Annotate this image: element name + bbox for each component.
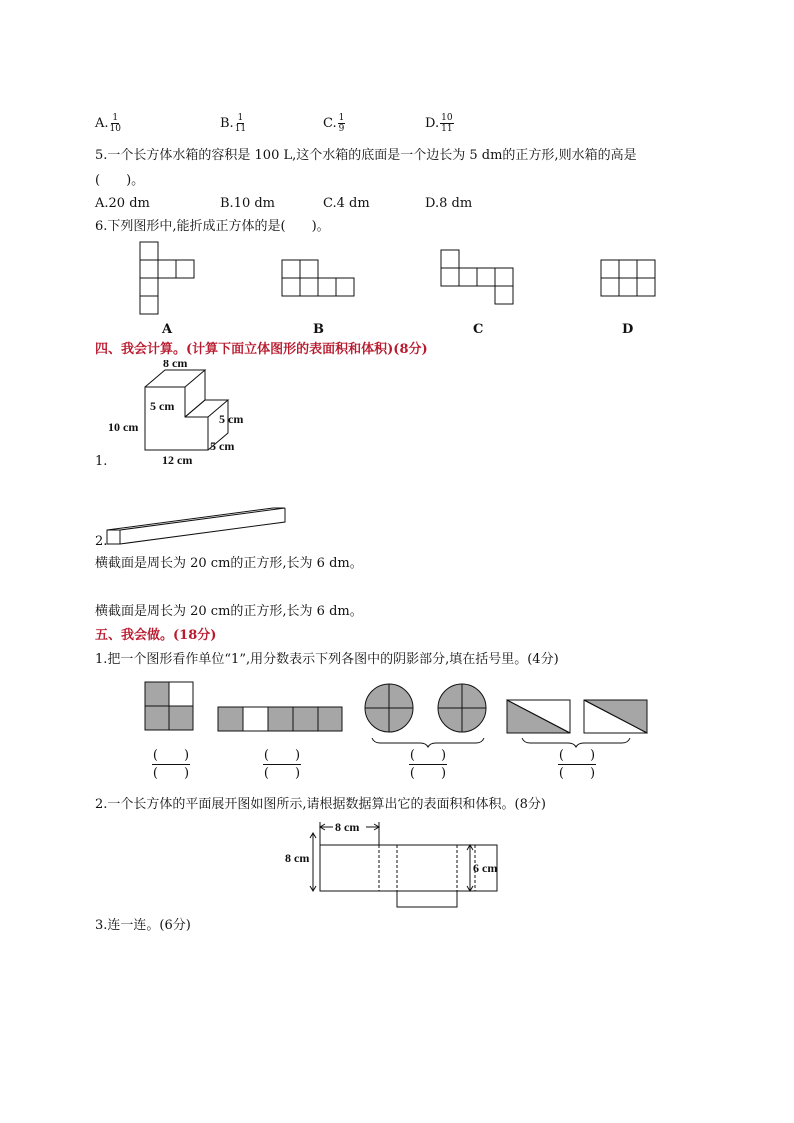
brace-circles (372, 738, 484, 747)
item-2-description-repeat: 横截面是周长为 20 cm的正方形,长为 6 dm。 (95, 604, 363, 619)
dim-depth: 5 cm (210, 439, 235, 453)
answer-fraction-4[interactable]: ( ) ( ) (558, 748, 596, 781)
cube-net-b (282, 260, 354, 296)
answer-fraction-1[interactable]: ( ) ( ) (152, 748, 190, 781)
s5-q3-text: 3.连一连。(6分) (95, 918, 191, 933)
dim-front-step: 5 cm (150, 399, 175, 413)
q4-option-a: A. $\frac{1}{10}$ (95, 113, 121, 134)
fraction-shapes-figure (0, 678, 794, 748)
shape-rectangles (507, 700, 647, 733)
net-dim-right: 6 cm (473, 861, 498, 875)
item-2-description: 横截面是周长为 20 cm的正方形,长为 6 dm。 (95, 556, 363, 571)
q4-option-b: B. $\frac{1}{11}$ (220, 113, 247, 134)
q5-option-c: C.4 dm (323, 196, 370, 211)
item-2-number: 2. (95, 534, 108, 549)
dim-top: 8 cm (163, 360, 188, 370)
brace-rectangles (522, 738, 630, 747)
shape-strip (218, 707, 342, 731)
cube-nets-figure (0, 238, 794, 320)
q5-option-a: A.20 dm (95, 196, 150, 211)
shape-square (145, 682, 193, 730)
section-4-heading: 四、我会计算。(计算下面立体图形的表面积和体积)(8分) (95, 342, 428, 357)
dim-step-height: 5 cm (219, 412, 244, 426)
long-prism-figure (95, 500, 295, 550)
stepped-solid-figure (95, 360, 265, 470)
cube-net-d (601, 260, 655, 296)
net-label-d: D (622, 322, 634, 337)
cuboid-net-figure (285, 815, 515, 915)
net-label-c: C (473, 322, 484, 337)
answer-fraction-3[interactable]: ( ) ( ) (409, 748, 447, 781)
net-label-b: B (313, 322, 324, 337)
q5-option-b: B.10 dm (220, 196, 276, 211)
q5-option-d: D.8 dm (425, 196, 473, 211)
q6-question: 6.下列图形中,能折成正方体的是( )。 (95, 219, 330, 234)
shape-circles (365, 684, 486, 732)
s5-q2-text: 2.一个长方体的平面展开图如图所示,请根据数据算出它的表面积和体积。(8分) (95, 797, 546, 812)
s5-q1-text: 1.把一个图形看作单位“1”,用分数表示下列各图中的阴影部分,填在括号里。(4分) (95, 652, 559, 667)
net-dim-left: 8 cm (285, 851, 310, 865)
dim-bottom: 12 cm (162, 453, 193, 467)
item-1-number: 1. (95, 454, 108, 469)
section-5-heading: 五、我会做。(18分) (95, 628, 217, 643)
dim-left: 10 cm (108, 420, 139, 434)
cube-net-c (441, 250, 513, 304)
cube-net-a (140, 242, 194, 314)
answer-fraction-2[interactable]: ( ) ( ) (263, 748, 301, 781)
net-label-a: A (162, 322, 173, 337)
q5-answer-blank: ( )。 (95, 173, 145, 188)
net-dim-top: 8 cm (335, 820, 360, 834)
q5-question: 5.一个长方体水箱的容积是 100 L,这个水箱的底面是一个边长为 5 dm的正方形,则水箱的高是 (95, 148, 637, 163)
q4-option-c: C. $\frac{1}{9}$ (323, 113, 345, 134)
q4-option-d: D. $\frac{10}{11}$ (425, 113, 453, 134)
